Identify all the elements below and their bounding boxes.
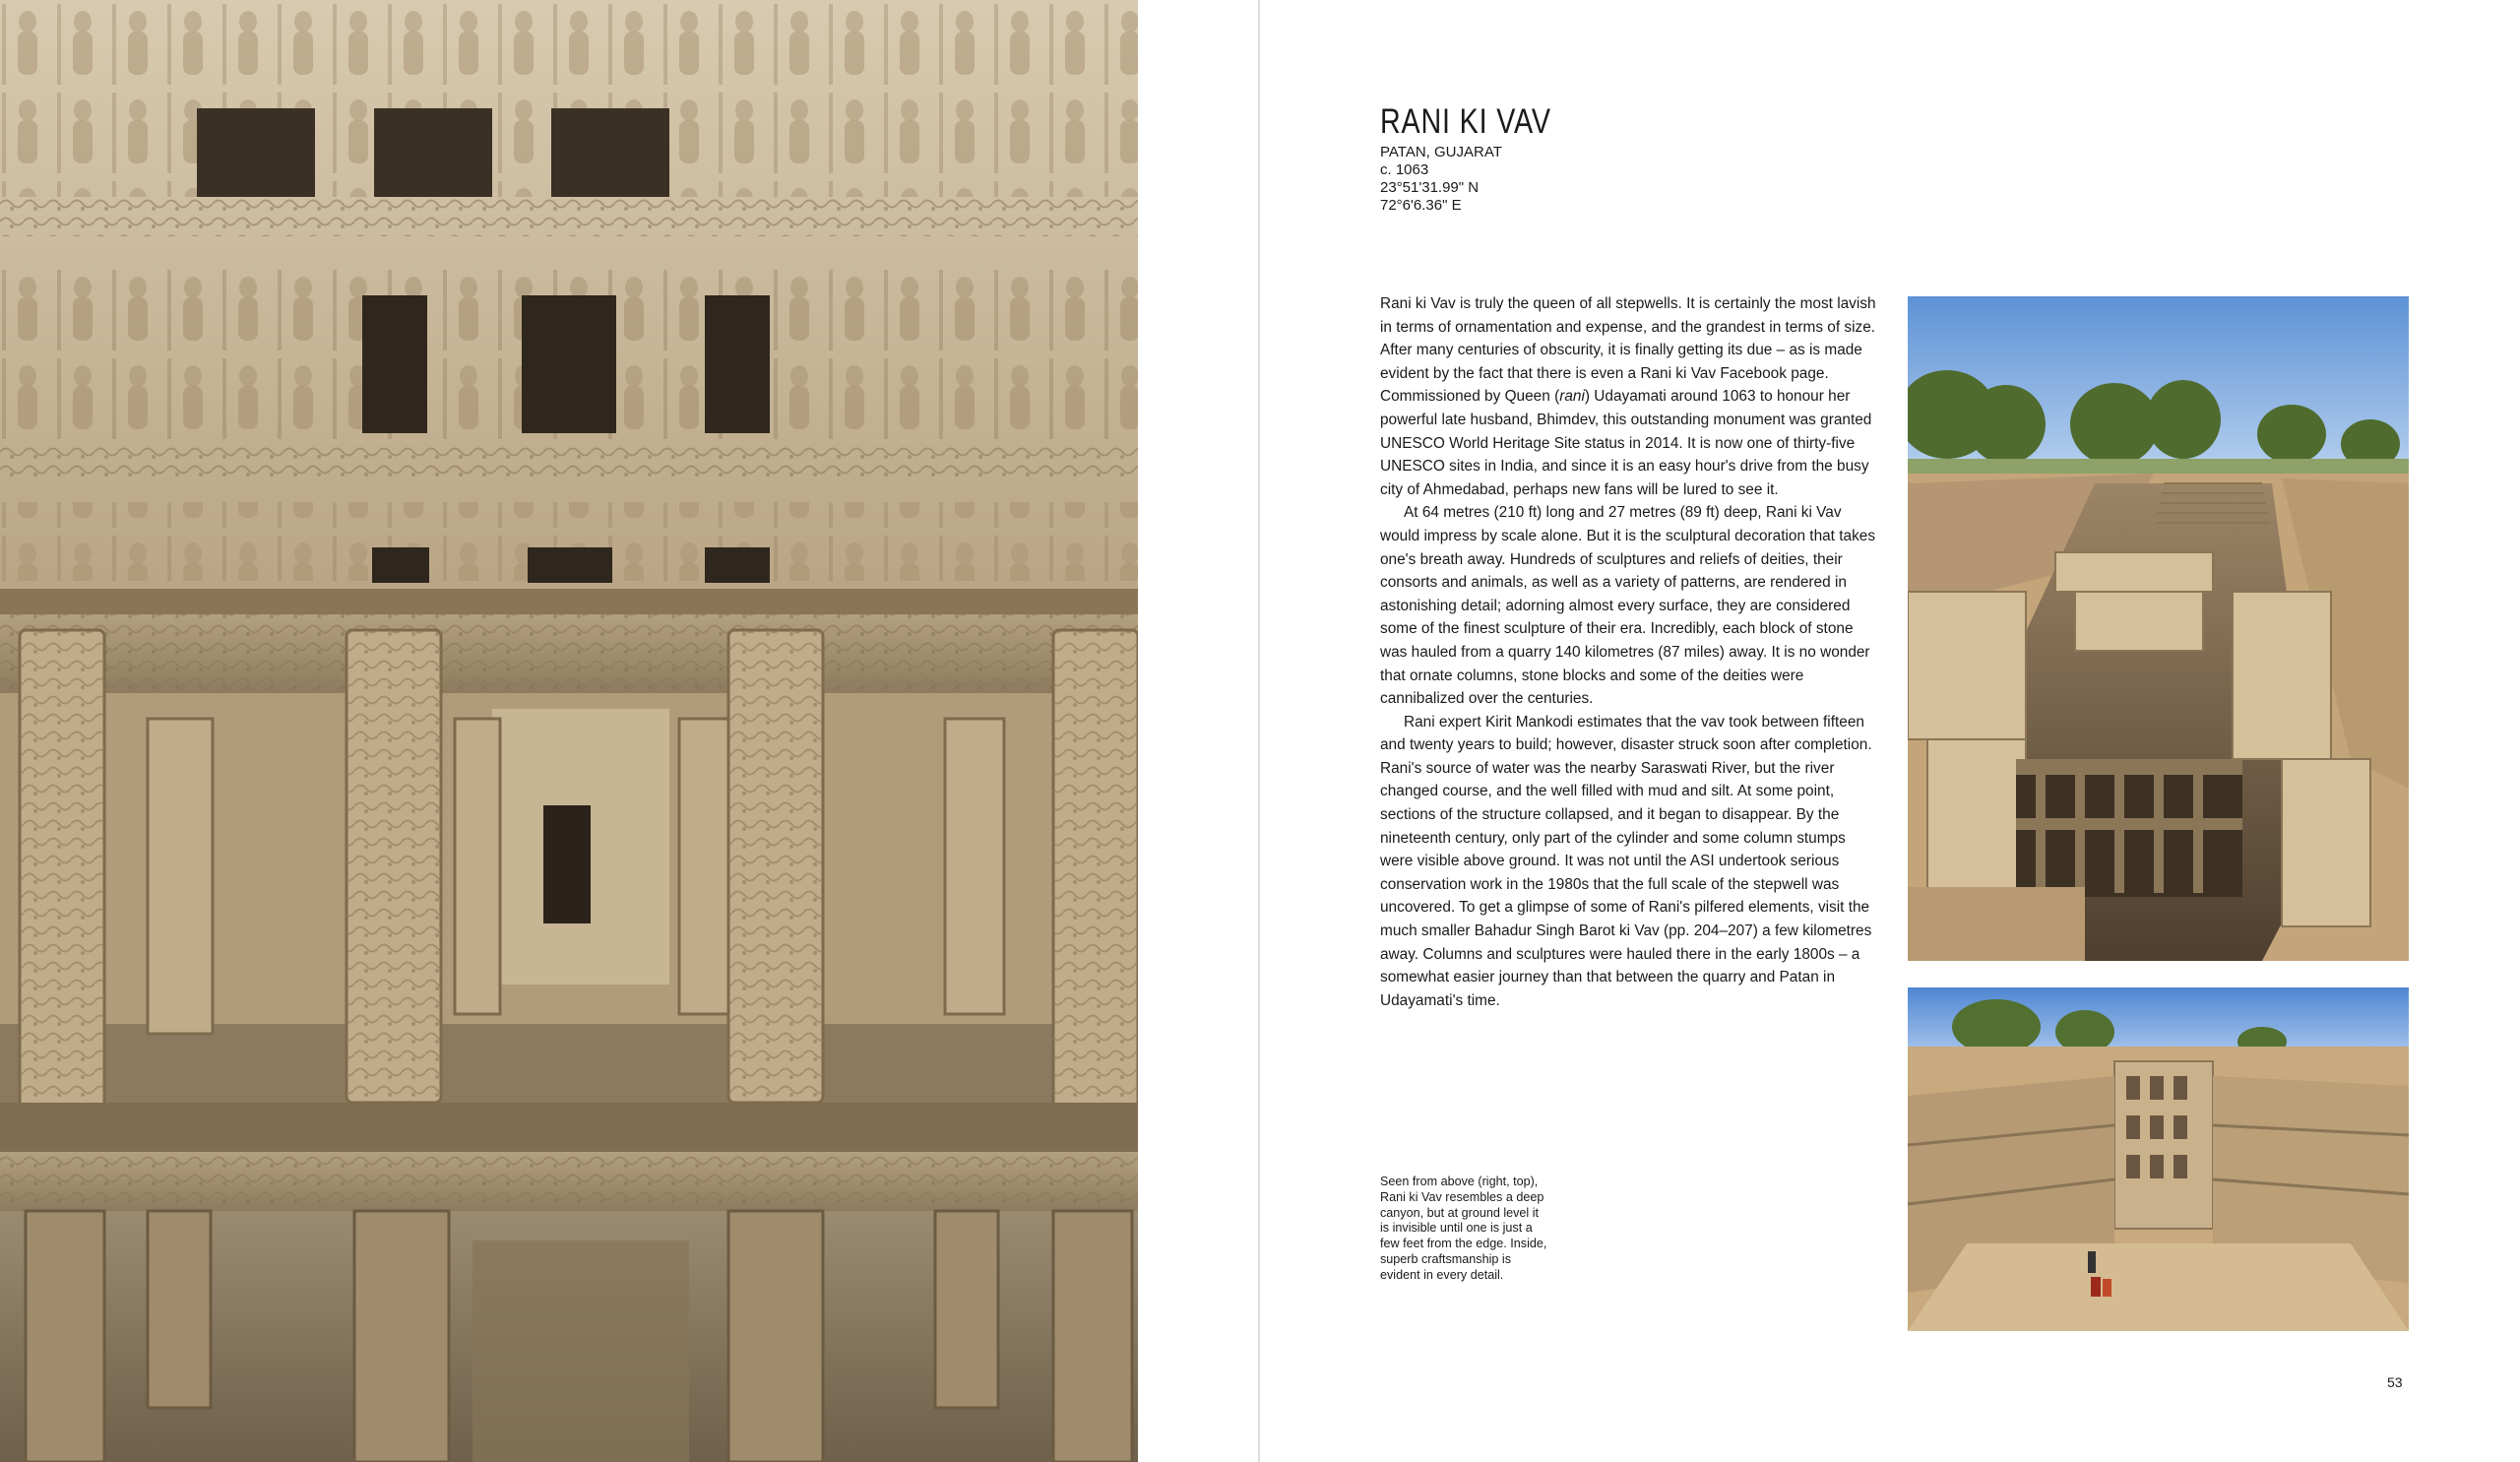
latitude-text: 23°51'31.99" N: [1380, 179, 1480, 196]
date-text: c. 1063: [1380, 161, 1429, 178]
paragraph-1-italic: rani: [1559, 388, 1585, 406]
stepwell-aerial-illustration: [1908, 296, 2409, 961]
paragraph-1-text-b: ) Udayamati around 1063 to honour her powerful late husband, Bhimdev, this outstanding monument was granted UNESCO World Heritage Site status in 2014. It is now one of thirty-five UNESCO sites in India, and since it is an easy hour's drive from the busy city of Ahmedabad, perhaps new fans will be lured to see it.: [1380, 388, 1872, 498]
stepwell-ground-photo: [1908, 987, 2409, 1331]
paragraph-3: Rani expert Kirit Mankodi estimates that the vav took between fifteen and twenty years to build; however, disaster struck soon after completion. Rani's source of water was the nearby Saraswati River, but the river changed course, and the well filled with mud and silt. At some point, sections of the structure collapsed, and it began to disappear. By the nineteenth century, only part of the cylinder and some column stumps were visible above ground. It was not until the ASI undertook serious conservation work in the 1980s that the full scale of the stepwell was uncovered. To get a glimpse of some of Rani's pilfered elements, visit the much smaller Bahadur Singh Barot ki Vav (pp. 204–207) a few kilometres away. Columns and sculptures were hauled there in the early 1800s – a somewhat easier journey than that between the quarry and Patan in Udayamati's time.: [1380, 713, 1872, 1009]
page-number: 53: [2387, 1374, 2403, 1390]
page-title: RANI KI VAV: [1380, 102, 1551, 141]
paragraph-2: At 64 metres (210 ft) long and 27 metres (89 ft) deep, Rani ki Vav would impress by scale alone. But it is the sculptural decoration that takes one's breath away. Hundreds of sculptures and reliefs of deities, their consorts and animals, as well as a variety of patterns, are rendered in astonishing detail; adorning almost every surface, they are considered some of the finest sculpture of their era. Incredibly, each block of stone was hauled from a quarry 140 kilometres (87 miles) away. It is no wonder that ornate columns, stone blocks and some of the deities were cannibalized over the centuries.: [1380, 504, 1876, 708]
page-gutter: [1138, 0, 1260, 1462]
stepwell-ground-illustration: [1908, 987, 2409, 1331]
site-details: [1380, 144, 1502, 215]
stepwell-facade-photo: [0, 0, 1138, 1462]
longitude-text: 72°6'6.36" E: [1380, 197, 1462, 214]
stepwell-aerial-photo: [1908, 296, 2409, 961]
location-text: PATAN, GUJARAT: [1380, 144, 1502, 160]
paragraph-1: [1380, 292, 1878, 501]
paragraph-1-text-a: Rani ki Vav is truly the queen of all stepwells. It is certainly the most lavish in terms of ornamentation and expense, and the grandest in terms of size. After many centuries of obscurity, it is finally getting its due – as is made evident by the fact that there is even a Rani ki Vav Facebook page. Commissioned by Queen (: [1380, 295, 1876, 406]
body-text: [1380, 292, 1878, 1012]
stepwell-facade-illustration: [0, 0, 1138, 1462]
page-fold: [1258, 0, 1260, 1462]
photo-caption: Seen from above (right, top), Rani ki Vav resembles a deep canyon, but at ground level it is invisible until one is just a few feet from the edge. Inside, superb craftsmanship is evident in every detail.: [1380, 1175, 1547, 1282]
